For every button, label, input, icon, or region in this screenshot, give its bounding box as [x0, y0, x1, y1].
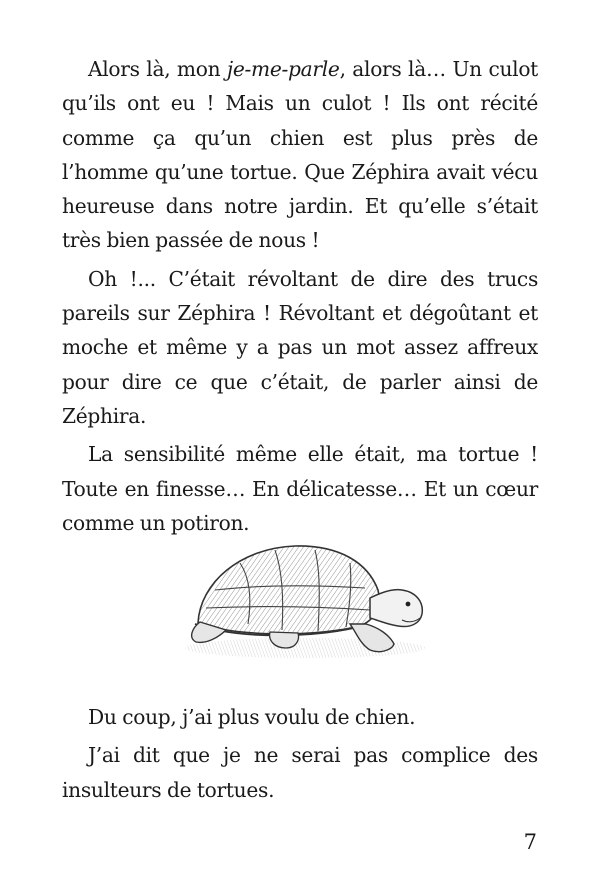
paragraph-1	[62, 52, 538, 258]
paragraph-1-emphasis: je-me-parle	[226, 57, 340, 81]
text-block-top	[62, 52, 538, 540]
page-number: 7	[523, 830, 537, 854]
paragraph-1-before: Alors là, mon	[88, 57, 227, 81]
shell	[198, 546, 379, 634]
tortoise-illustration	[170, 528, 440, 666]
paragraph-3: La sensibilité même elle était, ma tortue ! Toute en finesse… En délicatesse… Et un cœur comme un potiron.	[62, 442, 538, 535]
paragraph-2: Oh !... C’était révoltant de dire des trucs pareils sur Zéphira ! Révoltant et dégoûtant et moche et même y a pas un mot assez affreux pour dire ce que c’était, de parler ainsi de Zéphira.	[62, 266, 538, 428]
paragraph-4: Du coup, j’ai plus voulu de chien.	[88, 705, 416, 729]
paragraph-1-after: , alors là… Un culot qu’ils ont eu ! Mais un culot ! Ils ont récité comme ça qu’un chien est plus près de l’homme qu’une tortue. Que Zéphira avait vécu heureuse dans notre jardin. Et qu’elle s’était très bien passée de nous !	[62, 57, 538, 253]
eye	[406, 602, 411, 607]
text-block-bottom	[62, 700, 538, 807]
paragraph-5: J’ai dit que je ne serai pas complice des insulteurs de tortues.	[62, 743, 538, 802]
